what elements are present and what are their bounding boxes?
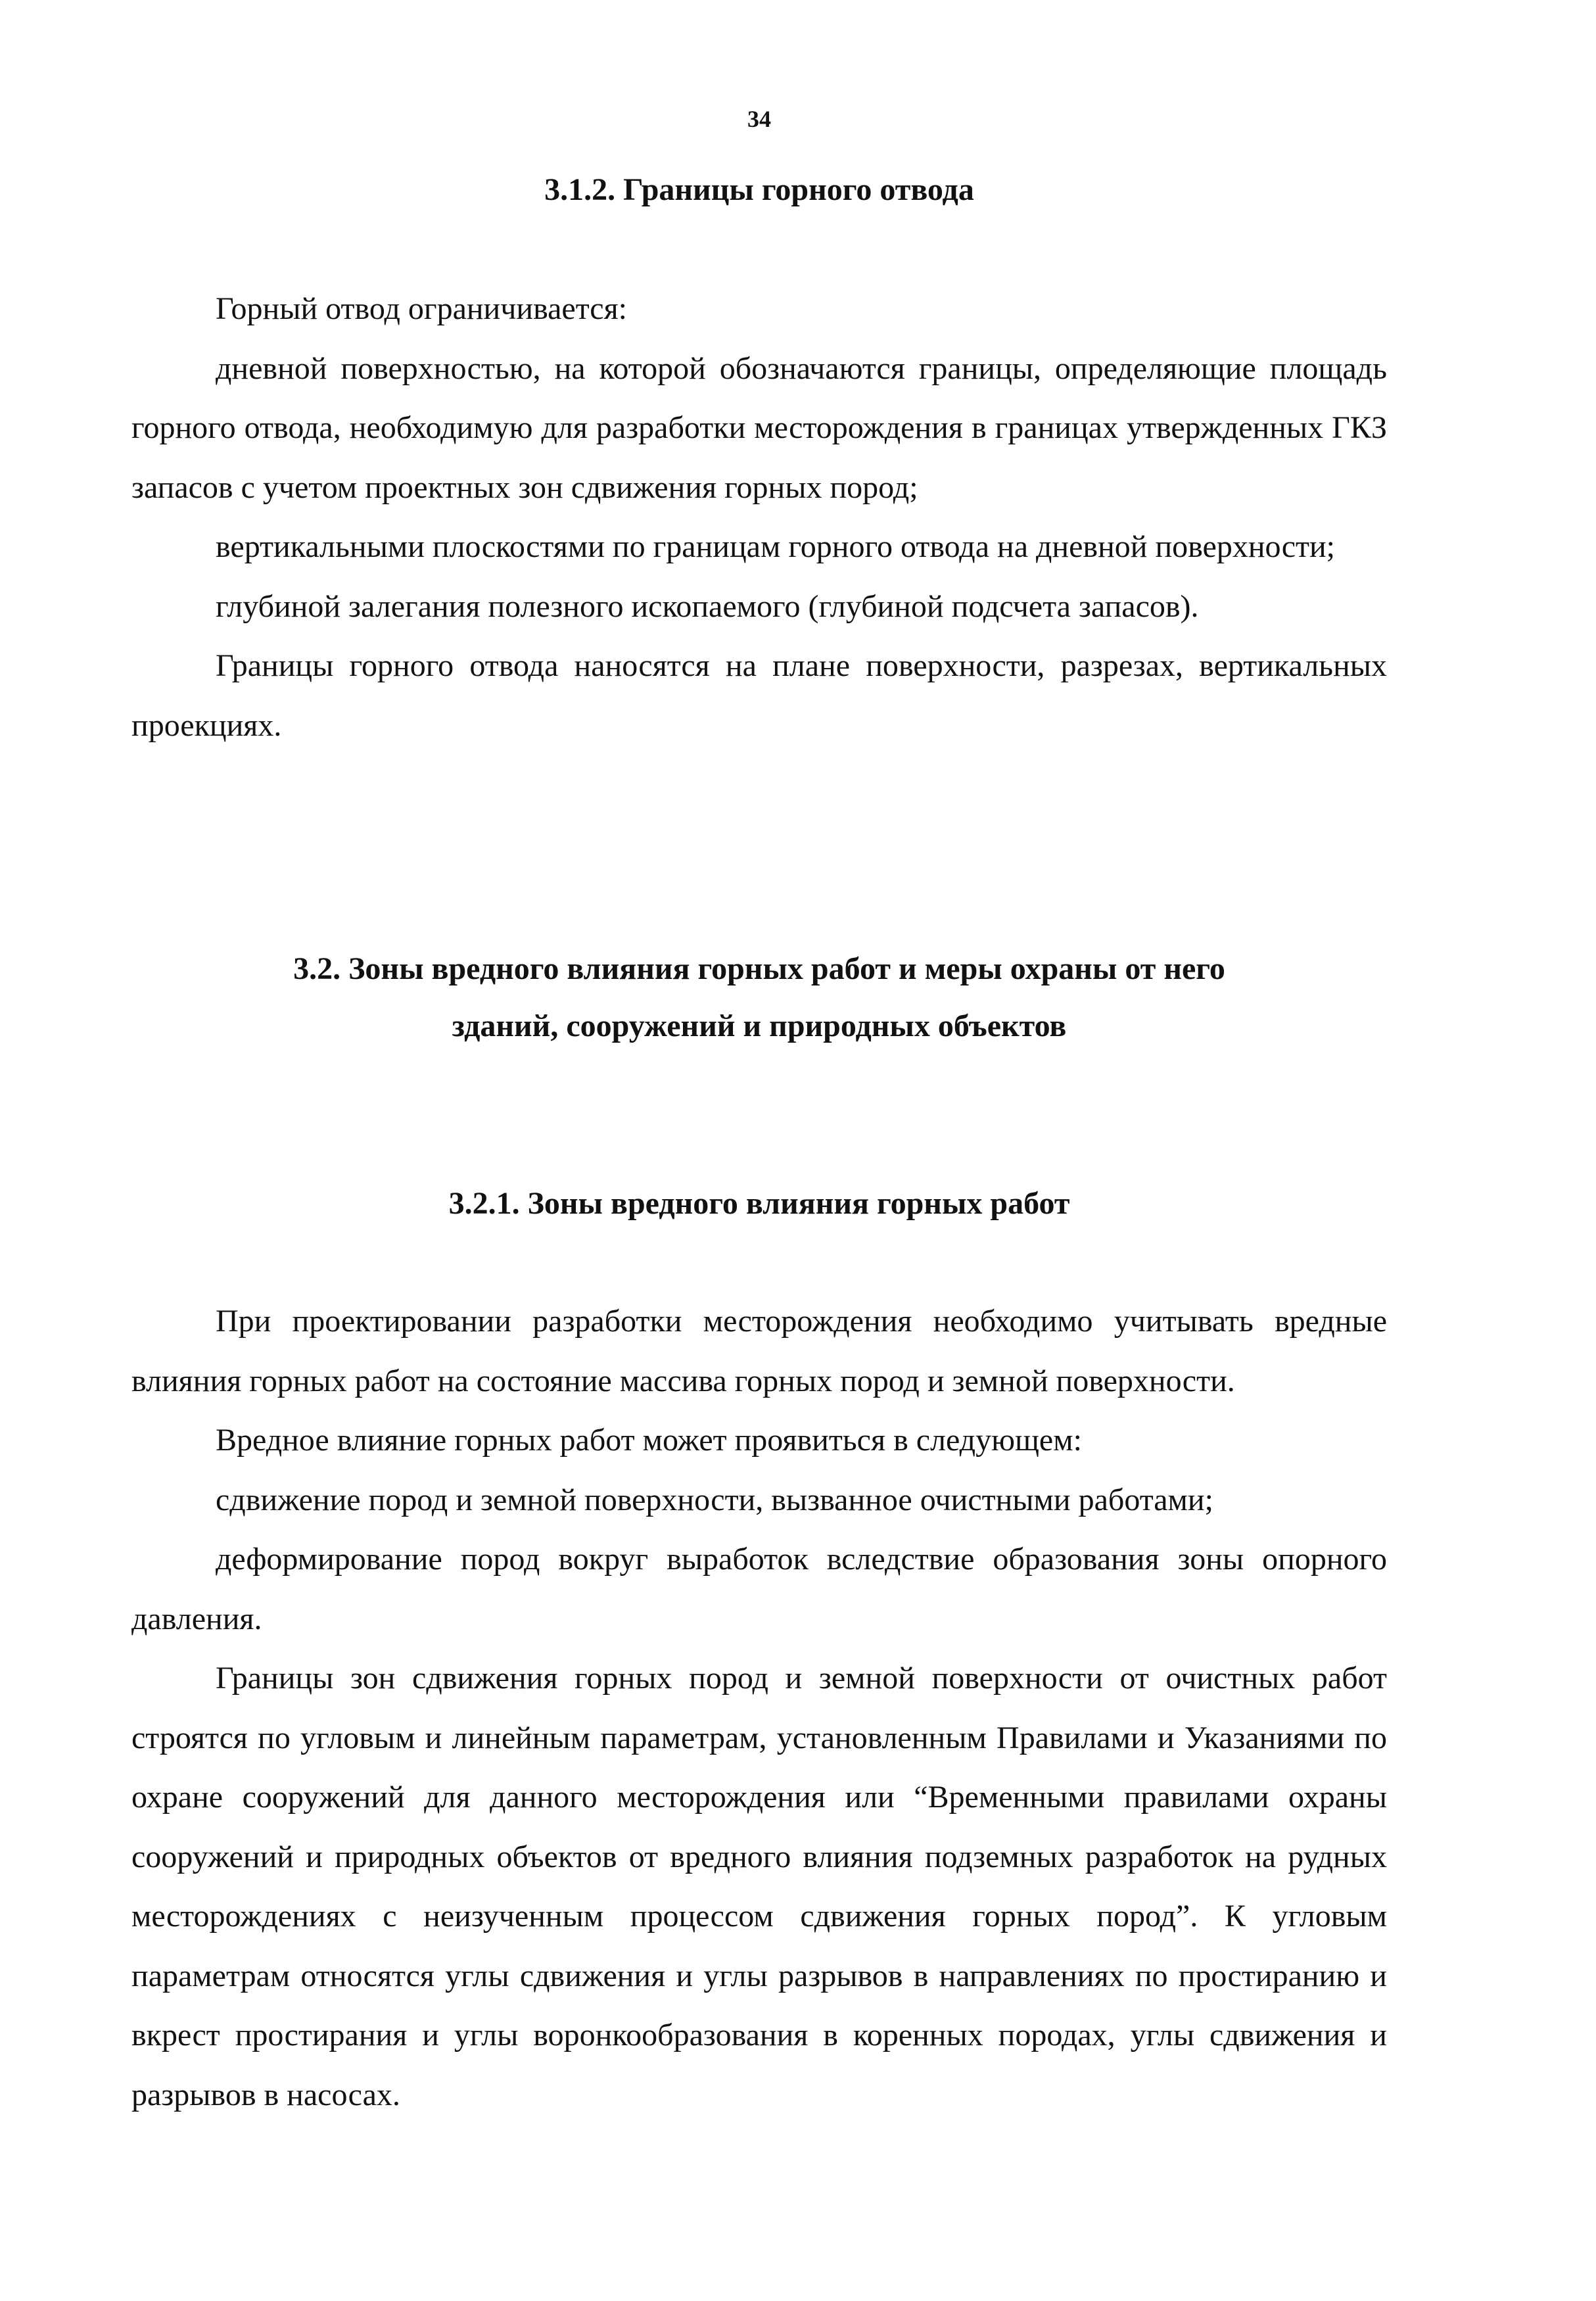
paragraph: Вредное влияние горных работ может проявиться в следующем: [216,1423,1082,1458]
paragraph: Горный отвод ограничивается: [216,291,627,326]
subsection-title-3-1-2: 3.1.2. Границы горного отвода [544,172,974,207]
paragraph: сдвижение пород и земной поверхности, вызванное очистными работами; [216,1482,1213,1517]
subsection-body-3-1-2 [131,279,1387,755]
paragraph: Границы горного отвода наносятся на плане поверхности, разрезах, вертикальных проекциях. [131,648,1387,743]
paragraph: вертикальными плоскостями по границам горного отвода на дневной поверхности; [216,529,1336,564]
paragraph: Границы зон сдвижения горных пород и земной поверхности от очистных работ строятся по угловым и линейным параметрам, установленным Правилами и Указаниями по охране сооружений для данного месторождения или “Временными правилами охраны сооружений и природных объектов от вредного влияния подземных разработок на рудных месторождениях с неизученным процессом сдвижения горных пород”. К угловым параметрам относятся углы сдвижения и углы разрывов в направлениях по простиранию и вкрест простирания и углы воронкообразования в коренных породах, углы сдвижения и разрывов в насосах. [131,1661,1387,2112]
section-title-3-2-line-1: 3.2. Зоны вредного влияния горных работ и меры охраны от него [293,951,1225,986]
paragraph: деформирование пород вокруг выработок вследствие образования зоны опорного давления. [131,1542,1387,1636]
subsection-body-3-2-1 [131,1292,1387,2125]
section-title-3-2-line-2: зданий, сооружений и природных объектов [452,1008,1067,1043]
paragraph: глубиной залегания полезного ископаемого (глубиной подсчета запасов). [216,588,1199,624]
page-number: 34 [747,106,771,132]
paragraph: При проектировании разработки месторождения необходимо учитывать вредные влияния горных работ на состояние массива горных пород и земной поверхности. [131,1304,1387,1398]
paragraph: дневной поверхностью, на которой обозначаются границы, определяющие площадь горного отвода, необходимую для разработки месторождения в границах утвержденных ГКЗ запасов с учетом проектных зон сдвижения горных пород; [131,350,1387,505]
subsection-title-3-2-1: 3.2.1. Зоны вредного влияния горных работ [448,1186,1070,1221]
